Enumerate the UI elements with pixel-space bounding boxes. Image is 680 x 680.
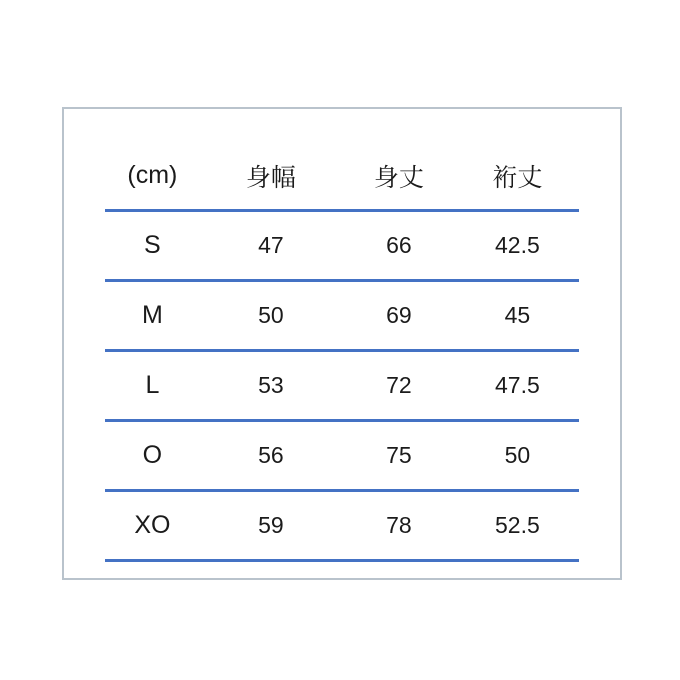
table-row-o: [105, 421, 579, 491]
table-row-xo: [105, 491, 579, 561]
body-width-cell: 47: [200, 211, 342, 281]
table-row-m: [105, 281, 579, 351]
size-chart-table: [105, 142, 579, 562]
column-header-sleeve-length: 裄丈: [456, 142, 579, 211]
body-width-cell: 56: [200, 421, 342, 491]
body-width-cell: 59: [200, 491, 342, 561]
size-cell: L: [105, 351, 200, 421]
sleeve-length-cell: 47.5: [456, 351, 579, 421]
size-chart-frame: [62, 107, 622, 580]
header-row: [105, 142, 579, 211]
body-length-cell: 69: [342, 281, 456, 351]
sleeve-length-cell: 45: [456, 281, 579, 351]
unit-label: (cm): [105, 142, 200, 211]
body-length-cell: 75: [342, 421, 456, 491]
size-cell: M: [105, 281, 200, 351]
table-row-l: [105, 351, 579, 421]
body-width-cell: 50: [200, 281, 342, 351]
size-cell: XO: [105, 491, 200, 561]
table-row-s: [105, 211, 579, 281]
size-cell: O: [105, 421, 200, 491]
column-header-body-length: 身丈: [342, 142, 456, 211]
sleeve-length-cell: 50: [456, 421, 579, 491]
sleeve-length-cell: 52.5: [456, 491, 579, 561]
sleeve-length-cell: 42.5: [456, 211, 579, 281]
body-width-cell: 53: [200, 351, 342, 421]
size-cell: S: [105, 211, 200, 281]
body-length-cell: 72: [342, 351, 456, 421]
column-header-body-width: 身幅: [200, 142, 342, 211]
body-length-cell: 78: [342, 491, 456, 561]
body-length-cell: 66: [342, 211, 456, 281]
